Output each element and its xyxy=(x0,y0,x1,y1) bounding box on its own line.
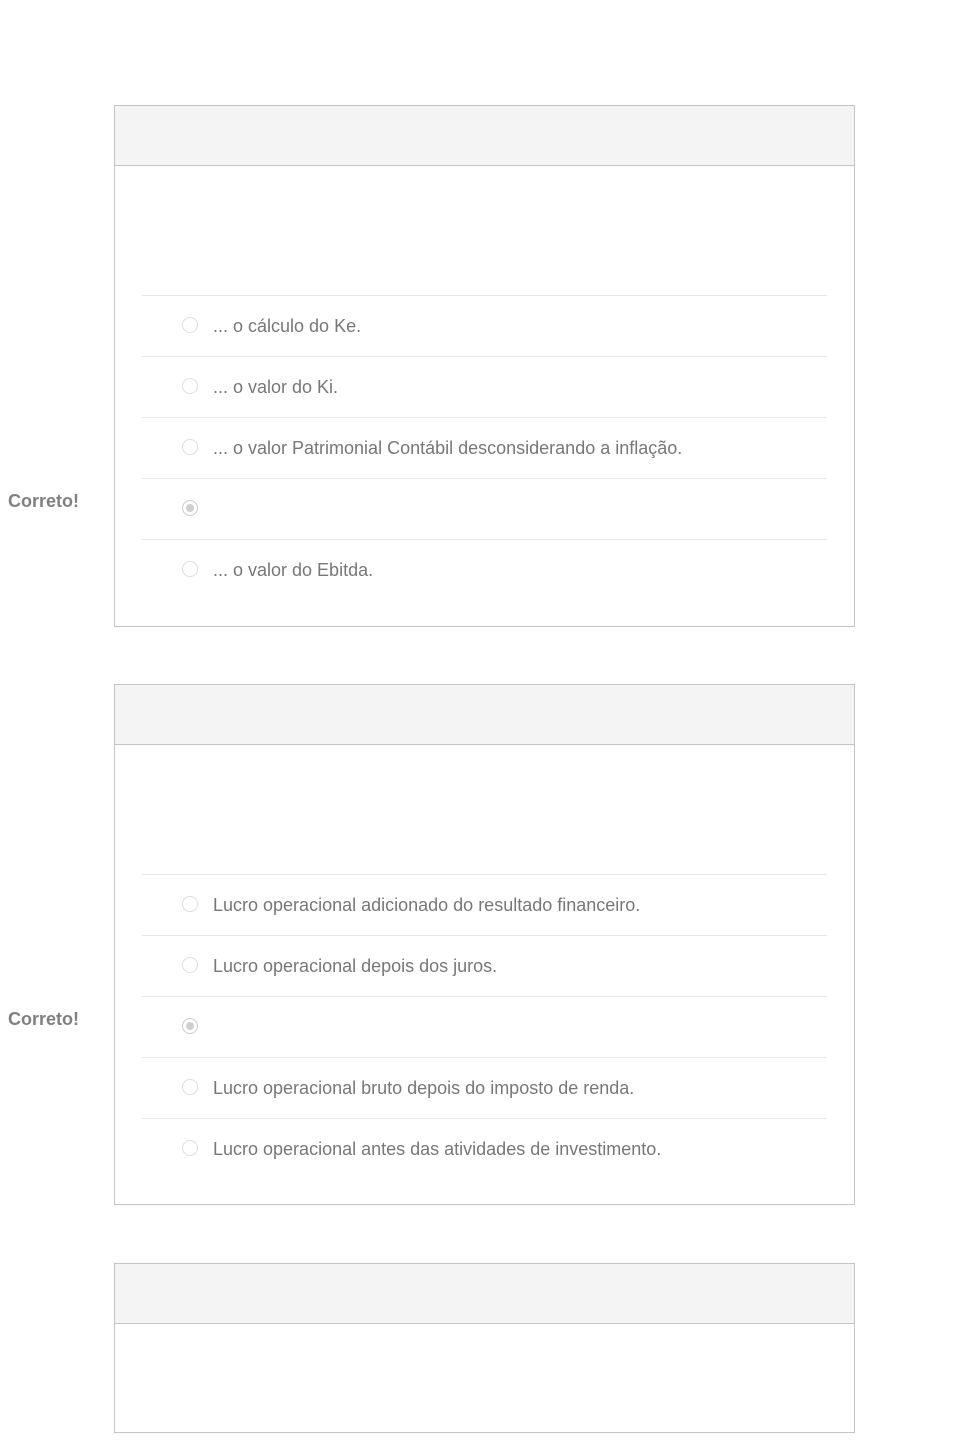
question-card xyxy=(114,105,855,627)
question-header xyxy=(115,1264,854,1324)
answer-text: ... o valor do Ki. xyxy=(213,377,339,397)
answer-option[interactable] xyxy=(142,356,827,417)
radio-icon[interactable] xyxy=(182,957,198,973)
radio-icon[interactable] xyxy=(182,317,198,333)
radio-icon[interactable] xyxy=(182,561,198,577)
answer-option[interactable] xyxy=(142,1118,827,1179)
question-text xyxy=(142,166,827,295)
answer-text: Lucro operacional bruto depois do imposto de renda. xyxy=(213,1078,635,1098)
answer-option[interactable] xyxy=(142,874,827,935)
question-text xyxy=(142,745,827,874)
answer-option[interactable] xyxy=(142,295,827,356)
question-body xyxy=(115,745,854,1179)
radio-selected-icon[interactable] xyxy=(182,1018,198,1034)
question-header xyxy=(115,685,854,745)
question-text xyxy=(142,1324,827,1453)
radio-icon[interactable] xyxy=(182,896,198,912)
answer-option[interactable] xyxy=(142,1057,827,1118)
answer-option-selected[interactable] xyxy=(142,996,827,1057)
correct-label: Correto! xyxy=(8,491,79,511)
question-body xyxy=(115,1324,854,1453)
question-card xyxy=(114,684,855,1205)
radio-selected-icon[interactable] xyxy=(182,500,198,516)
answer-text: Lucro operacional adicionado do resultado financeiro. xyxy=(213,895,641,915)
answer-option[interactable] xyxy=(142,935,827,996)
question-body xyxy=(115,166,854,600)
answer-option[interactable] xyxy=(142,417,827,478)
answer-text: Lucro operacional depois dos juros. xyxy=(213,956,498,976)
question-header xyxy=(115,106,854,166)
radio-icon[interactable] xyxy=(182,378,198,394)
radio-icon[interactable] xyxy=(182,1140,198,1156)
radio-icon[interactable] xyxy=(182,1079,198,1095)
answer-option[interactable] xyxy=(142,539,827,600)
correct-label: Correto! xyxy=(8,1009,79,1029)
answer-text: ... o valor do Ebitda. xyxy=(213,560,374,580)
answer-text: Lucro operacional antes das atividades de investimento. xyxy=(213,1139,662,1159)
radio-icon[interactable] xyxy=(182,439,198,455)
answer-text: ... o cálculo do Ke. xyxy=(213,316,362,336)
answer-option-selected[interactable] xyxy=(142,478,827,539)
answer-text: ... o valor Patrimonial Contábil desconsiderando a inflação. xyxy=(213,438,683,458)
question-card xyxy=(114,1263,855,1433)
